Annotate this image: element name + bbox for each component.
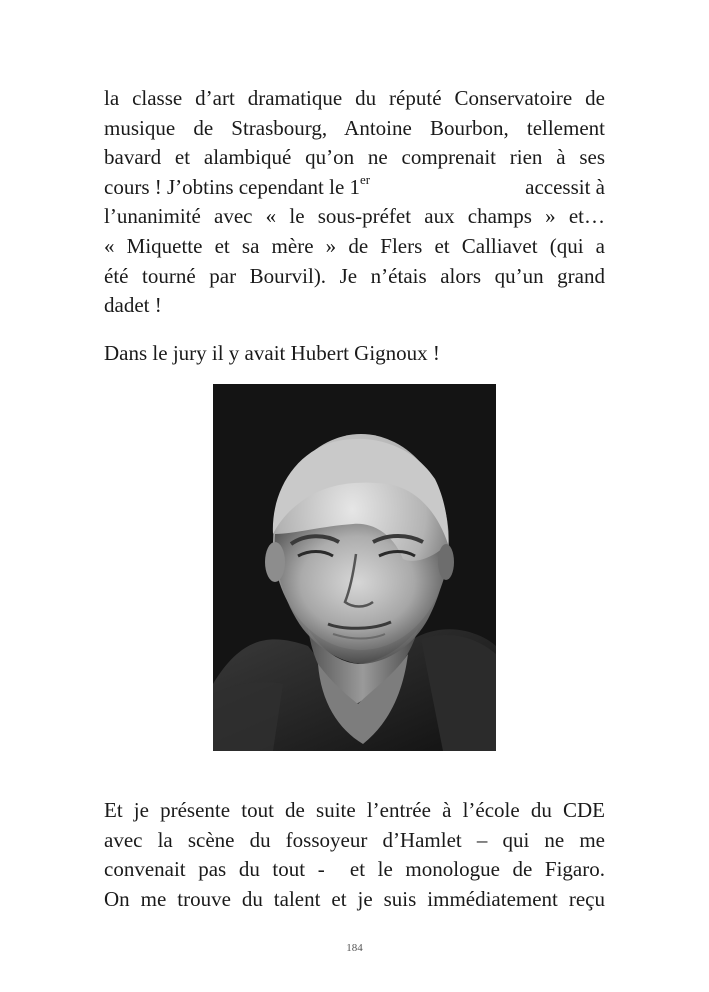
- text-segment: accessit à: [525, 174, 605, 199]
- portrait-image: [213, 384, 496, 751]
- text-line: dadet !: [104, 293, 162, 318]
- text-line: convenait pas du tout - et le monologue de Figaro.: [104, 857, 605, 882]
- text-segment: cours ! J’obtins cependant le 1er: [104, 171, 371, 199]
- text-line: été tourné par Bourvil). Je n’étais alors qu’un grand: [104, 263, 605, 288]
- text-line: avec la scène du fossoyeur d’Hamlet – qui ne me: [104, 827, 605, 852]
- text-line: Et je présente tout de suite l’entrée à l’école du CDE: [104, 798, 605, 822]
- text-line: Dans le jury il y avait Hubert Gignoux !: [104, 341, 440, 365]
- text-line: musique de Strasbourg, Antoine Bourbon, tellement: [104, 115, 605, 140]
- paragraph-1: [104, 84, 605, 321]
- text-line: On me trouve du talent et je suis immédiatement reçu: [104, 886, 605, 911]
- text-line: la classe d’art dramatique du réputé Conservatoire de: [104, 86, 605, 110]
- page-number: 184: [346, 942, 363, 954]
- paragraph-3: [104, 796, 605, 914]
- text-line: « Miquette et sa mère » de Flers et Calliavet (qui a: [104, 233, 605, 258]
- paragraph-2: [104, 339, 605, 369]
- text-line: l’unanimité avec « le sous-préfet aux champs » et…: [104, 204, 605, 229]
- text-line: [104, 173, 605, 203]
- text-line: bavard et alambiqué qu’on ne comprenait rien à ses: [104, 145, 605, 170]
- superscript: er: [360, 171, 371, 187]
- portrait-photo: [213, 384, 496, 751]
